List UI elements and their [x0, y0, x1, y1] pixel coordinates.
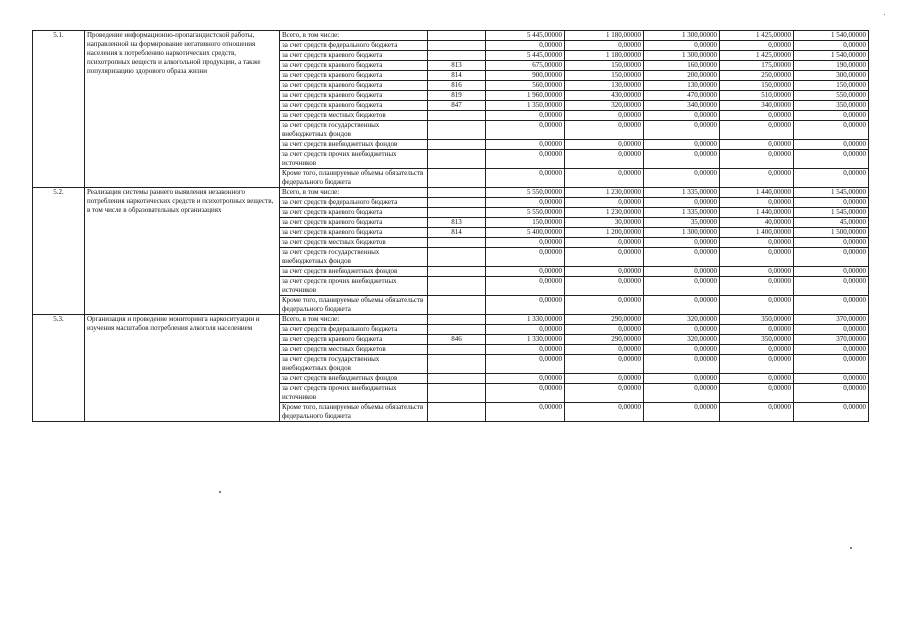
amount-cell: 0,00000: [565, 403, 644, 422]
budget-code: [428, 325, 486, 335]
amount-cell: 0,00000: [486, 248, 565, 267]
budget-code: [428, 374, 486, 384]
amount-cell: 0,00000: [565, 384, 644, 403]
amount-cell: 350,00000: [720, 315, 794, 325]
funding-source: за счет средств прочих внебюджетных источников: [280, 150, 428, 169]
amount-cell: 30,00000: [565, 218, 644, 228]
amount-cell: 0,00000: [644, 384, 720, 403]
funding-source: за счет средств внебюджетных фондов: [280, 374, 428, 384]
budget-code: [428, 150, 486, 169]
amount-cell: 1 545,00000: [794, 208, 869, 218]
amount-cell: 0,00000: [486, 345, 565, 355]
funding-source: за счет средств краевого бюджета: [280, 228, 428, 238]
amount-cell: 0,00000: [486, 41, 565, 51]
amount-cell: 0,00000: [565, 140, 644, 150]
amount-cell: 5 550,00000: [486, 188, 565, 198]
section-number: 5.3.: [33, 315, 85, 422]
funding-source: за счет средств местных бюджетов: [280, 238, 428, 248]
amount-cell: 175,00000: [720, 61, 794, 71]
budget-code: [428, 355, 486, 374]
amount-cell: 0,00000: [794, 267, 869, 277]
amount-cell: 1 960,00000: [486, 91, 565, 101]
amount-cell: 0,00000: [794, 374, 869, 384]
amount-cell: 130,00000: [565, 81, 644, 91]
amount-cell: 160,00000: [644, 61, 720, 71]
scan-speck: [884, 14, 885, 15]
amount-cell: 5 445,00000: [486, 51, 565, 61]
amount-cell: 0,00000: [720, 121, 794, 140]
funding-source: Всего, в том числе:: [280, 188, 428, 198]
amount-cell: 0,00000: [644, 296, 720, 315]
amount-cell: 0,00000: [644, 111, 720, 121]
budget-code: 819: [428, 91, 486, 101]
scan-speck: [850, 547, 852, 549]
amount-cell: 0,00000: [644, 345, 720, 355]
amount-cell: 0,00000: [794, 41, 869, 51]
amount-cell: 0,00000: [720, 384, 794, 403]
funding-source: за счет средств краевого бюджета: [280, 61, 428, 71]
amount-cell: 1 335,00000: [644, 188, 720, 198]
section-number: 5.1.: [33, 31, 85, 188]
amount-cell: 0,00000: [644, 169, 720, 188]
amount-cell: 0,00000: [486, 384, 565, 403]
budget-code: 846: [428, 335, 486, 345]
budget-code: [428, 188, 486, 198]
amount-cell: 0,00000: [644, 277, 720, 296]
budget-code: [428, 140, 486, 150]
amount-cell: 150,00000: [486, 218, 565, 228]
section-number: 5.2.: [33, 188, 85, 315]
amount-cell: 0,00000: [565, 355, 644, 374]
budget-table: [32, 30, 869, 422]
budget-code: [428, 403, 486, 422]
amount-cell: 0,00000: [565, 374, 644, 384]
budget-code: [428, 267, 486, 277]
amount-cell: 1 180,00000: [565, 31, 644, 41]
budget-table-body: [33, 31, 869, 422]
funding-source: Всего, в том числе:: [280, 315, 428, 325]
amount-cell: 0,00000: [794, 345, 869, 355]
funding-source: за счет средств государственных внебюджетных фондов: [280, 248, 428, 267]
funding-source: за счет средств федерального бюджета: [280, 198, 428, 208]
funding-source: за счет средств местных бюджетов: [280, 345, 428, 355]
amount-cell: 0,00000: [644, 403, 720, 422]
amount-cell: 1 540,00000: [794, 51, 869, 61]
budget-code: [428, 51, 486, 61]
amount-cell: 0,00000: [565, 238, 644, 248]
amount-cell: 1 180,00000: [565, 51, 644, 61]
amount-cell: 0,00000: [486, 374, 565, 384]
amount-cell: 0,00000: [486, 169, 565, 188]
funding-source: Кроме того, планируемые объемы обязательств федерального бюджета: [280, 296, 428, 315]
amount-cell: 45,00000: [794, 218, 869, 228]
amount-cell: 1 440,00000: [720, 208, 794, 218]
amount-cell: 1 230,00000: [565, 188, 644, 198]
section-name: Проведение информационно-пропагандистской работы, направленной на формирование негативного отношения населения к потреблению наркотических средств, психотропных веществ и алкогольной продукции, а также популяризацию здорового образа жизни: [85, 31, 280, 188]
amount-cell: 0,00000: [720, 267, 794, 277]
table-row: [33, 31, 869, 41]
amount-cell: 1 335,00000: [644, 208, 720, 218]
amount-cell: 0,00000: [486, 296, 565, 315]
amount-cell: 0,00000: [486, 267, 565, 277]
amount-cell: 5 445,00000: [486, 31, 565, 41]
amount-cell: 0,00000: [486, 150, 565, 169]
funding-source: Всего, в том числе:: [280, 31, 428, 41]
budget-code: [428, 121, 486, 140]
amount-cell: 1 330,00000: [486, 335, 565, 345]
amount-cell: 470,00000: [644, 91, 720, 101]
amount-cell: 340,00000: [720, 101, 794, 111]
funding-source: за счет средств внебюджетных фондов: [280, 140, 428, 150]
amount-cell: 0,00000: [720, 296, 794, 315]
funding-source: за счет средств краевого бюджета: [280, 51, 428, 61]
amount-cell: 0,00000: [794, 238, 869, 248]
section-name: Реализация системы раннего выявления незаконного потребления наркотических средств и психотропных веществ, в том числе в образовательных организациях: [85, 188, 280, 315]
amount-cell: 0,00000: [565, 150, 644, 169]
amount-cell: 0,00000: [565, 198, 644, 208]
amount-cell: 1 330,00000: [486, 315, 565, 325]
amount-cell: 0,00000: [565, 267, 644, 277]
amount-cell: 0,00000: [565, 296, 644, 315]
budget-code: [428, 169, 486, 188]
table-row: [33, 188, 869, 198]
amount-cell: 150,00000: [565, 61, 644, 71]
amount-cell: 200,00000: [644, 71, 720, 81]
amount-cell: 0,00000: [794, 355, 869, 374]
amount-cell: 0,00000: [720, 150, 794, 169]
amount-cell: 0,00000: [720, 345, 794, 355]
amount-cell: 560,00000: [486, 81, 565, 91]
amount-cell: 0,00000: [794, 296, 869, 315]
amount-cell: 0,00000: [794, 384, 869, 403]
amount-cell: 290,00000: [565, 335, 644, 345]
amount-cell: 1 300,00000: [644, 228, 720, 238]
amount-cell: 0,00000: [486, 238, 565, 248]
amount-cell: 0,00000: [565, 277, 644, 296]
funding-source: за счет средств федерального бюджета: [280, 41, 428, 51]
budget-code: [428, 345, 486, 355]
amount-cell: 0,00000: [644, 140, 720, 150]
amount-cell: 0,00000: [644, 325, 720, 335]
funding-source: за счет средств федерального бюджета: [280, 325, 428, 335]
amount-cell: 1 500,00000: [794, 228, 869, 238]
amount-cell: 0,00000: [720, 198, 794, 208]
amount-cell: 320,00000: [565, 101, 644, 111]
amount-cell: 1 425,00000: [720, 31, 794, 41]
amount-cell: 0,00000: [794, 121, 869, 140]
amount-cell: 190,00000: [794, 61, 869, 71]
amount-cell: 0,00000: [794, 198, 869, 208]
amount-cell: 1 440,00000: [720, 188, 794, 198]
amount-cell: 0,00000: [486, 121, 565, 140]
budget-code: 814: [428, 71, 486, 81]
budget-code: 813: [428, 218, 486, 228]
amount-cell: 0,00000: [644, 41, 720, 51]
amount-cell: 0,00000: [720, 140, 794, 150]
amount-cell: 0,00000: [644, 150, 720, 169]
budget-code: 816: [428, 81, 486, 91]
amount-cell: 0,00000: [720, 374, 794, 384]
amount-cell: 0,00000: [720, 111, 794, 121]
funding-source: за счет средств краевого бюджета: [280, 91, 428, 101]
amount-cell: 0,00000: [486, 325, 565, 335]
amount-cell: 0,00000: [720, 248, 794, 267]
funding-source: за счет средств местных бюджетов: [280, 111, 428, 121]
funding-source: за счет средств государственных внебюджетных фондов: [280, 121, 428, 140]
amount-cell: 0,00000: [486, 111, 565, 121]
amount-cell: 1 300,00000: [644, 51, 720, 61]
amount-cell: 1 400,00000: [720, 228, 794, 238]
amount-cell: 350,00000: [720, 335, 794, 345]
amount-cell: 40,00000: [720, 218, 794, 228]
amount-cell: 1 200,00000: [565, 228, 644, 238]
amount-cell: 5 550,00000: [486, 208, 565, 218]
amount-cell: 0,00000: [644, 121, 720, 140]
budget-code: [428, 208, 486, 218]
amount-cell: 0,00000: [720, 403, 794, 422]
budget-code: [428, 198, 486, 208]
amount-cell: 0,00000: [644, 248, 720, 267]
amount-cell: 35,00000: [644, 218, 720, 228]
funding-source: за счет средств краевого бюджета: [280, 71, 428, 81]
funding-source: Кроме того, планируемые объемы обязательств федерального бюджета: [280, 403, 428, 422]
budget-code: [428, 384, 486, 403]
amount-cell: 1 350,00000: [486, 101, 565, 111]
amount-cell: 0,00000: [720, 169, 794, 188]
amount-cell: 0,00000: [565, 169, 644, 188]
amount-cell: 1 300,00000: [644, 31, 720, 41]
amount-cell: 0,00000: [794, 169, 869, 188]
budget-code: [428, 248, 486, 267]
amount-cell: 0,00000: [644, 267, 720, 277]
amount-cell: 0,00000: [794, 325, 869, 335]
funding-source: за счет средств внебюджетных фондов: [280, 267, 428, 277]
amount-cell: 0,00000: [644, 374, 720, 384]
amount-cell: 300,00000: [794, 71, 869, 81]
amount-cell: 320,00000: [644, 315, 720, 325]
amount-cell: 430,00000: [565, 91, 644, 101]
amount-cell: 0,00000: [565, 111, 644, 121]
funding-source: Кроме того, планируемые объемы обязательств федерального бюджета: [280, 169, 428, 188]
funding-source: за счет средств краевого бюджета: [280, 218, 428, 228]
amount-cell: 0,00000: [486, 403, 565, 422]
amount-cell: 320,00000: [644, 335, 720, 345]
amount-cell: 0,00000: [720, 325, 794, 335]
amount-cell: 130,00000: [644, 81, 720, 91]
budget-code: [428, 238, 486, 248]
budget-code: [428, 31, 486, 41]
amount-cell: 0,00000: [720, 238, 794, 248]
amount-cell: 0,00000: [720, 355, 794, 374]
funding-source: за счет средств краевого бюджета: [280, 81, 428, 91]
budget-code: [428, 315, 486, 325]
amount-cell: 0,00000: [486, 277, 565, 296]
amount-cell: 0,00000: [794, 403, 869, 422]
table-row: [33, 315, 869, 325]
amount-cell: 510,00000: [720, 91, 794, 101]
amount-cell: 290,00000: [565, 315, 644, 325]
budget-code: [428, 111, 486, 121]
amount-cell: 0,00000: [565, 121, 644, 140]
amount-cell: 1 230,00000: [565, 208, 644, 218]
amount-cell: 0,00000: [486, 355, 565, 374]
funding-source: за счет средств прочих внебюджетных источников: [280, 277, 428, 296]
amount-cell: 0,00000: [794, 150, 869, 169]
amount-cell: 340,00000: [644, 101, 720, 111]
amount-cell: 0,00000: [720, 41, 794, 51]
budget-code: 813: [428, 61, 486, 71]
amount-cell: 0,00000: [794, 277, 869, 296]
amount-cell: 0,00000: [720, 277, 794, 296]
amount-cell: 5 400,00000: [486, 228, 565, 238]
amount-cell: 0,00000: [565, 345, 644, 355]
amount-cell: 0,00000: [794, 111, 869, 121]
amount-cell: 350,00000: [794, 101, 869, 111]
amount-cell: 250,00000: [720, 71, 794, 81]
amount-cell: 0,00000: [644, 198, 720, 208]
amount-cell: 0,00000: [794, 140, 869, 150]
amount-cell: 0,00000: [644, 238, 720, 248]
amount-cell: 0,00000: [794, 248, 869, 267]
amount-cell: 900,00000: [486, 71, 565, 81]
amount-cell: 150,00000: [565, 71, 644, 81]
amount-cell: 675,00000: [486, 61, 565, 71]
amount-cell: 1 540,00000: [794, 31, 869, 41]
budget-code: [428, 41, 486, 51]
amount-cell: 0,00000: [486, 140, 565, 150]
funding-source: за счет средств прочих внебюджетных источников: [280, 384, 428, 403]
amount-cell: 150,00000: [794, 81, 869, 91]
amount-cell: 0,00000: [565, 248, 644, 267]
amount-cell: 550,00000: [794, 91, 869, 101]
budget-code: [428, 296, 486, 315]
amount-cell: 0,00000: [486, 198, 565, 208]
section-name: Организация и проведение мониторинга наркоситуации и изучения масштабов потребления алкоголя населением: [85, 315, 280, 422]
amount-cell: 370,00000: [794, 335, 869, 345]
amount-cell: 370,00000: [794, 315, 869, 325]
budget-code: 814: [428, 228, 486, 238]
funding-source: за счет средств краевого бюджета: [280, 208, 428, 218]
amount-cell: 150,00000: [720, 81, 794, 91]
amount-cell: 0,00000: [565, 41, 644, 51]
scan-speck: [219, 491, 221, 493]
budget-code: 847: [428, 101, 486, 111]
amount-cell: 0,00000: [565, 325, 644, 335]
amount-cell: 1 545,00000: [794, 188, 869, 198]
budget-code: [428, 277, 486, 296]
funding-source: за счет средств краевого бюджета: [280, 335, 428, 345]
amount-cell: 0,00000: [644, 355, 720, 374]
funding-source: за счет средств краевого бюджета: [280, 101, 428, 111]
funding-source: за счет средств государственных внебюджетных фондов: [280, 355, 428, 374]
amount-cell: 1 425,00000: [720, 51, 794, 61]
